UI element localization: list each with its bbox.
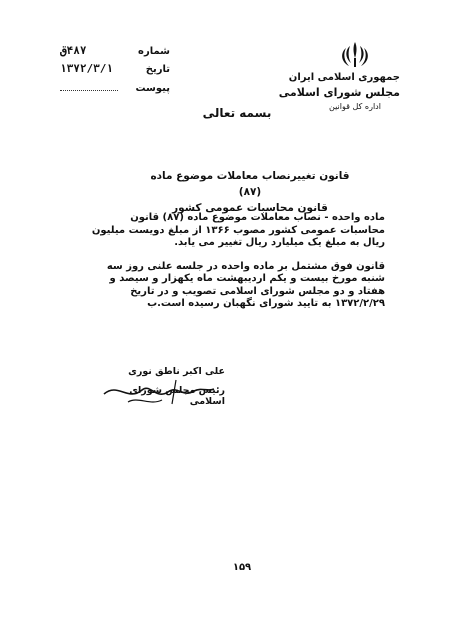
attachment-label: پیوست xyxy=(135,83,170,94)
org-country: جمهوری اسلامی ایران xyxy=(288,72,400,83)
law-body xyxy=(85,212,385,322)
law-title-line1: قانون تغییرنصاب معاملات موضوع ماده (۸۷) xyxy=(150,170,350,198)
signatory-name: علی اکبر ناطق نوری xyxy=(128,366,225,377)
ratification-paragraph: قانون فوق مشتمل بر ماده واحده در جلسه علنی روز سه شنبه مورخ بیست و یکم اردیبهشت ماه یکهزار و سیصد و هفتاد و دو مجلس شورای اسلامی تصویب و در تاریخ ۱۳۷۲/۲/۲۹ به تایید شورای نگهبان رسیده است.ب xyxy=(106,260,385,309)
date-label: تاریخ xyxy=(145,64,170,75)
page-number: ۱۵۹ xyxy=(232,562,252,573)
org-name: مجلس شورای اسلامی xyxy=(278,86,400,99)
letterhead xyxy=(278,40,400,111)
law-title xyxy=(150,168,350,216)
attachment-row xyxy=(60,80,170,98)
invocation-heading: بسمه تعالی xyxy=(202,106,272,120)
iran-emblem-icon xyxy=(337,40,373,70)
org-department: اداره کل قوانین xyxy=(329,102,381,111)
signatory-title: رئیس مجلس شورای اسلامی xyxy=(129,385,225,407)
number-value: ۴۸۷ق xyxy=(60,44,87,57)
date-value: ۱۳۷۲/۳/۱ xyxy=(60,62,113,75)
date-row xyxy=(60,62,170,80)
number-row xyxy=(60,44,170,62)
single-article-paragraph: ماده واحده - نصاب معاملات موضوع ماده (۸۷) قانون محاسبات عمومی کشور مصوب ۱۳۶۶ از مبلغ دویست میلیون ریال به مبلغ یک میلیارد ریال تغییر می یابد. xyxy=(91,212,385,248)
document-meta xyxy=(60,44,170,98)
handwritten-signature xyxy=(98,372,218,412)
law-title-line2: قانون محاسبات عمومی کشور xyxy=(172,202,328,214)
number-label: شماره xyxy=(138,46,170,57)
attachment-blank xyxy=(60,80,118,91)
